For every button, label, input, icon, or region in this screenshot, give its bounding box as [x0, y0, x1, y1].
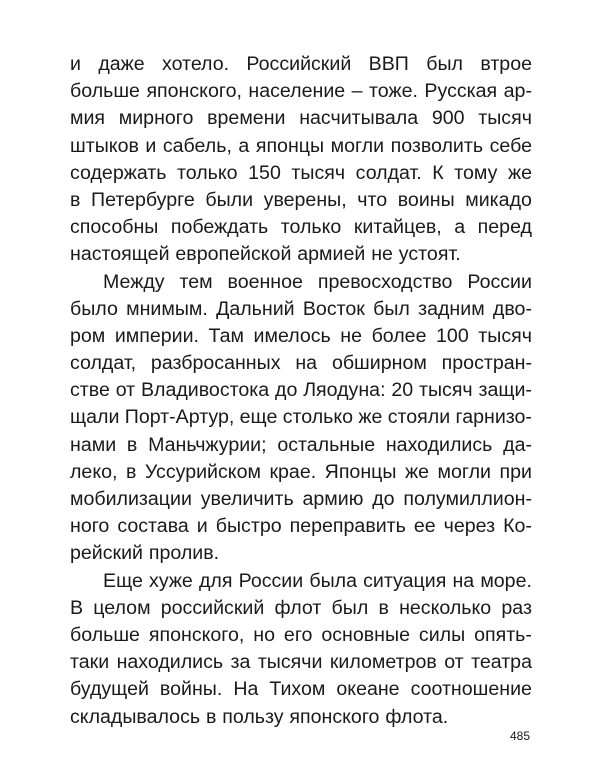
text-line: в Петербурге были уверены, что воины микадо [70, 188, 532, 211]
text-line: было мнимым. Дальний Восток был задним дво- [70, 297, 532, 320]
text-line: солдат, разбросанных на обширном простран- [70, 352, 532, 375]
text-line: ром империи. Там имелось не более 100 тысяч [70, 324, 532, 347]
text-line: мобилизации увеличить армию до полумиллион- [70, 488, 532, 510]
paragraph [70, 51, 532, 269]
text-line: складывалось в пользу японского флота. [70, 705, 449, 728]
text-line: Еще хуже для России была ситуация на море. [103, 569, 532, 592]
text-line: Между тем военное превосходство России [103, 270, 532, 293]
text-line: нами в Маньчжурии; остальные находились да- [70, 433, 532, 456]
body-text [70, 51, 532, 731]
text-line: способны побеждать только китайцев, а перед [70, 216, 532, 239]
text-line: стве от Владивостока до Ляодуна: 20 тысяч защи- [70, 379, 532, 402]
text-line: настоящей европейской армией не устоят. [70, 243, 461, 266]
text-line: рейский пролив. [70, 542, 220, 565]
text-line: В целом российский флот был в несколько раз [70, 596, 532, 619]
paragraph [70, 568, 532, 731]
text-line: мия мирного времени насчитывала 900 тысяч [70, 107, 532, 130]
paragraph [70, 269, 532, 568]
page-number: 485 [509, 729, 530, 743]
text-line: ного состава и быстро переправить ее через Ко- [70, 515, 532, 538]
text-line: щали Порт-Артур, еще столько же стояли гарнизо- [70, 406, 532, 429]
text-line: и даже хотело. Российский ВВП был втрое [70, 53, 532, 75]
text-line: таки находились за тысячи километров от театра [70, 651, 532, 674]
text-line: содержать только 150 тысяч солдат. К тому же [70, 161, 532, 184]
text-line: больше японского, население – тоже. Русская ар- [70, 80, 532, 103]
text-line: леко, в Уссурийском крае. Японцы же могли при [70, 460, 532, 483]
text-line: больше японского, но его основные силы опять- [70, 623, 532, 646]
text-line: штыков и сабель, а японцы могли позволить себе [70, 134, 532, 157]
text-line: будущей войны. На Тихом океане соотношение [70, 678, 532, 701]
